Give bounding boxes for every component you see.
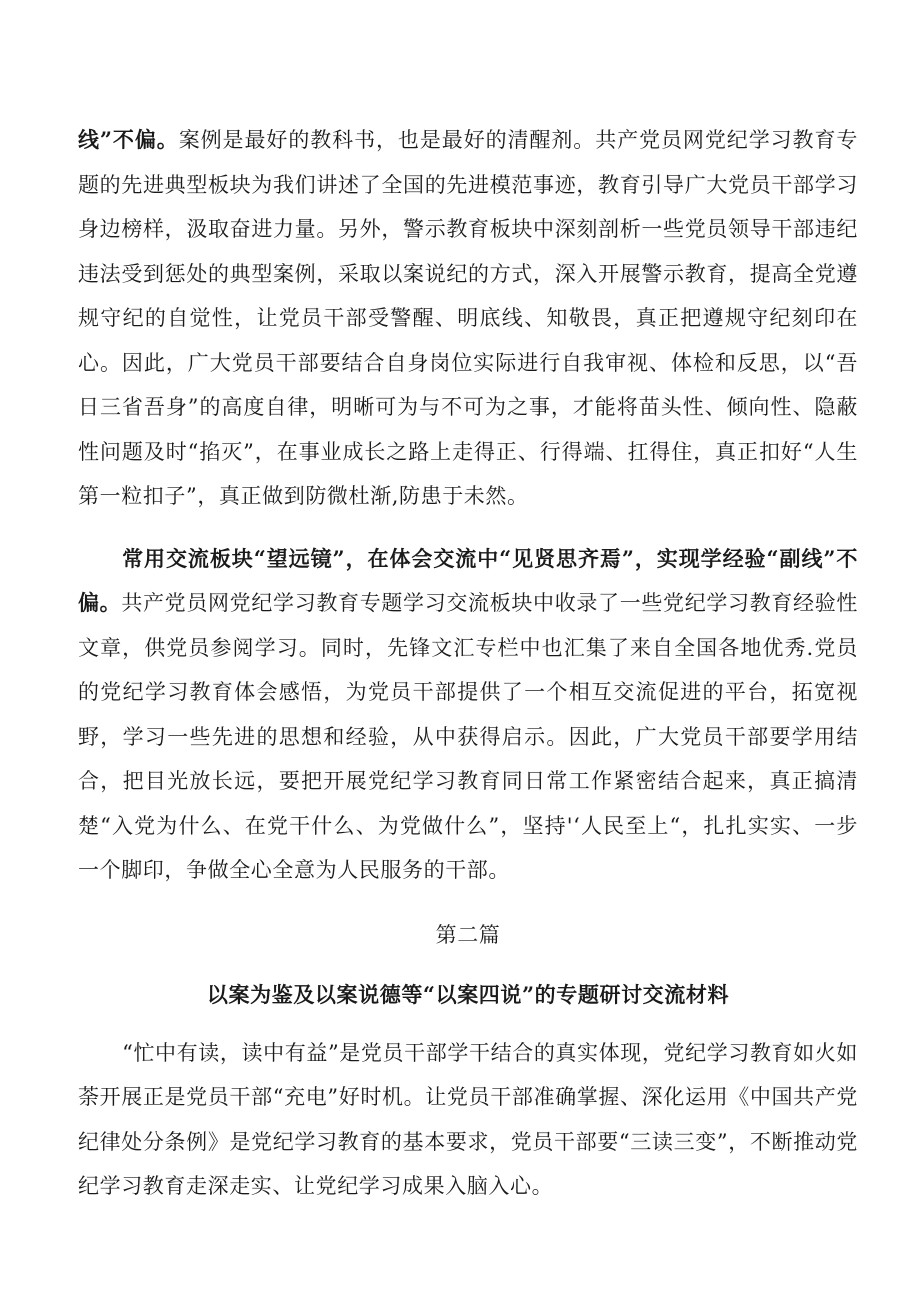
paragraph-1-lead: 线”不偏。: [78, 127, 179, 152]
document-page: [78, 118, 858, 1209]
section-title: 以案为鉴及以案说德等“以案四说”的专题研讨交流材料: [206, 981, 730, 1007]
paragraph-2-body: 共产党员网党纪学习教育专题学习交流板块中收录了一些党纪学习教育经验性文章，供党员参阅学习。同时，先锋文汇专栏中也汇集了来自全国各地优秀.党员的党纪学习教育体会感悟，为党员干部提供了一个相互交流促进的平台，拓宽视野，学习一些先进的思想和经验，从中获得启示。因此，广大党员干部要学用结合，把目光放长远，要把开展党纪学习教育同日常工作紧密结合起来，真正搞清楚“入党为什么、在党干什么、为党做什么”，坚持'‘人民至上“，扎扎实实、一步一个脚印，争做全心全意为人民服务的干部。: [78, 591, 858, 882]
paragraph-3: [78, 1031, 858, 1209]
section-label: 第二篇: [435, 922, 501, 947]
paragraph-1: [78, 118, 858, 519]
paragraph-2: [78, 537, 858, 893]
paragraph-2-lead: 常用交流板块“望远镜”，在体会交流中“见贤思齐焉”，实现学经验“副线”不偏。: [78, 545, 858, 615]
paragraph-1-body: 案例是最好的教科书，也是最好的清醒剂。共产党员网党纪学习教育专题的先进典型板块为我们讲述了全国的先进模范事迹，教育引导广大党员干部学习身边榜样，汲取奋进力量。另外，警示教育板块中深刻剖析一些党员领导干部违纪违法受到惩处的典型案例，采取以案说纪的方式，深入开展警示教育，提高全党遵规守纪的自觉性，让党员干部受警醒、明底线、知敬畏，真正把遵规守纪刻印在心。因此，广大党员干部要结合自身岗位实际进行自我审视、体检和反思，以“吾日三省吾身”的高度自律，明晰可为与不可为之事，才能将苗头性、倾向性、隐蔽性问题及时“掐灭”，在事业成长之路上走得正、行得端、扛得住，真正扣好“人生第一粒扣子”，真正做到防微杜渐,防患于未然。: [78, 128, 858, 508]
paragraph-3-body: “忙中有读，读中有益”是党员干部学干结合的真实体现，党纪学习教育如火如荼开展正是党员干部“充电”好时机。让党员干部准确掌握、深化运用《中国共产党纪律处分条例》是党纪学习教育的基本要求，党员干部要“三读三变”，不断推动党纪学习教育走深走实、让党纪学习成果入脑入心。: [78, 1040, 858, 1198]
